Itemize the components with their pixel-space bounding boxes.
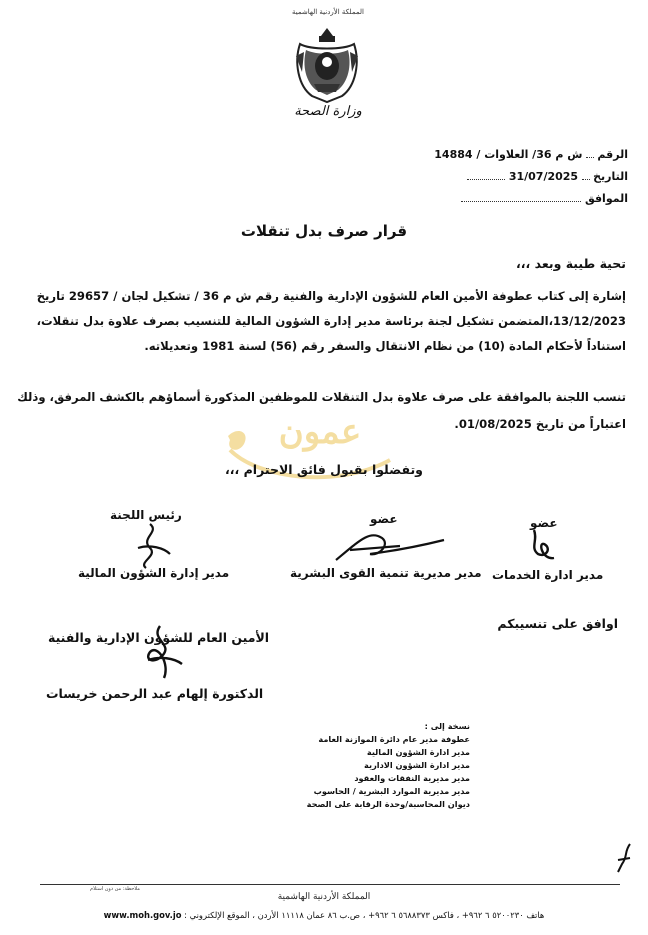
footer-phone-line: هاتف ٥٢٠٠٢٣٠ ٦ ٩٦٢+ ، فاكس ٥٦٨٨٣٧٣ ٦ ٩٦٢+ ، ص.ب ٨٦ عمان ١١١١٨ الأردن xyxy=(257,910,545,920)
ref-date-row xyxy=(467,170,628,183)
member3-signature-icon xyxy=(524,524,564,564)
ref-date-label: التاريخ xyxy=(593,170,628,183)
paragraph-1-line: 13/12/2023،المتضمن تشكيل لجنة برئاسة مدير إدارة الشؤون المالية للتنسيب بصرف علاوة بدل تنقلات، xyxy=(36,314,626,328)
ref-number-label: الرقم xyxy=(597,148,628,161)
footer-website[interactable]: www.moh.gov.jo xyxy=(103,910,182,920)
member2-role: عضو xyxy=(370,512,398,526)
footer-left-small: ملاحظة: من دون استلام xyxy=(90,886,140,892)
copies-list xyxy=(307,720,470,811)
watermark-logo xyxy=(220,410,400,490)
footer-website-label: الموقع الإلكتروني xyxy=(189,910,250,920)
ministry-name: وزارة الصحة xyxy=(294,104,362,119)
member2-signature-icon xyxy=(330,520,450,568)
paragraph-1-line: استناداً لأحكام المادة (10) من نظام الانتقال والسفر رقم (56) لسنة 1981 وتعديلاته. xyxy=(144,339,626,353)
footer-country: المملكة الأردنية الهاشمية xyxy=(277,892,371,902)
ref-corresponding-row xyxy=(461,192,628,205)
paragraph-1-line: إشارة إلى كتاب عطوفة الأمين العام للشؤون الإدارية والفنية رقم ش م 36 / تشكيل لجان / 29657 تاريخ xyxy=(36,289,626,303)
copies-item: مدير مديرية النفقات والعقود xyxy=(354,773,470,783)
margin-mark-icon xyxy=(612,840,636,876)
ref-number-value: ش م 36/ العلاوات / 14884 xyxy=(434,148,583,161)
greeting: تحية طيبة وبعد ،،، xyxy=(516,256,626,271)
copies-item: مدير ادارة الشؤون المالية xyxy=(366,747,470,757)
ref-date-value: 31/07/2025 xyxy=(508,170,579,183)
page-title: قرار صرف بدل تنقلات xyxy=(240,222,408,240)
closing-line: وتفضلوا بقبول فائق الاحترام ،،، xyxy=(225,462,423,477)
jordan-coat-of-arms-icon xyxy=(292,22,362,104)
paragraph-2-line: اعتباراً من تاريخ 01/08/2025. xyxy=(454,417,626,431)
member3-title: مدير ادارة الخدمات xyxy=(492,568,604,582)
copies-item: ديوان المحاسبة/وحدة الرقابة على الصحة xyxy=(306,799,470,809)
member2-title: مدير مديرية تنمية القوى البشرية xyxy=(290,566,482,580)
ref-number-row xyxy=(434,148,628,161)
footer-contact: هاتف ٥٢٠٠٢٣٠ ٦ ٩٦٢+ ، فاكس ٥٦٨٨٣٧٣ ٦ ٩٦٢+ ، ص.ب ٨٦ عمان ١١١١٨ الأردن ، الموقع الإلكتروني : www.moh.gov.jo xyxy=(103,910,545,920)
emblem-caption: المملكة الأردنية الهاشمية xyxy=(291,8,365,16)
member3-role: عضو xyxy=(530,516,558,530)
paragraph-1 xyxy=(16,284,626,359)
ref-corresponding-label: الموافق xyxy=(584,192,628,205)
chair-role: رئيس اللجنة xyxy=(110,508,182,522)
secretary-name: الدكتورة إلهام عبد الرحمن خريسات xyxy=(46,686,264,701)
secretary-title: الأمين العام للشؤون الإدارية والفنية xyxy=(48,630,270,645)
copies-heading: نسخة إلى : xyxy=(424,721,470,731)
secretary-signature-icon xyxy=(130,620,190,682)
paragraph-2-line: تنسب اللجنة بالموافقة على صرف علاوة بدل التنقلات للموظفين المذكورة أسماؤهم بالكشف المرفق، وذلك xyxy=(17,390,626,404)
copies-item: مدير ادارة الشؤون الادارية xyxy=(364,760,470,770)
copies-item: عطوفة مدير عام دائرة الموازنة العامة xyxy=(318,734,470,744)
watermark-text: عمون xyxy=(278,412,362,452)
copies-item: مدير مديرية الموارد البشرية / الحاسوب xyxy=(313,786,470,796)
header-emblem xyxy=(282,4,374,122)
approval-text: اوافق على تنسيبكم xyxy=(497,616,618,631)
chair-title: مدير إدارة الشؤون المالية xyxy=(78,566,230,580)
footer-rule xyxy=(40,884,620,885)
